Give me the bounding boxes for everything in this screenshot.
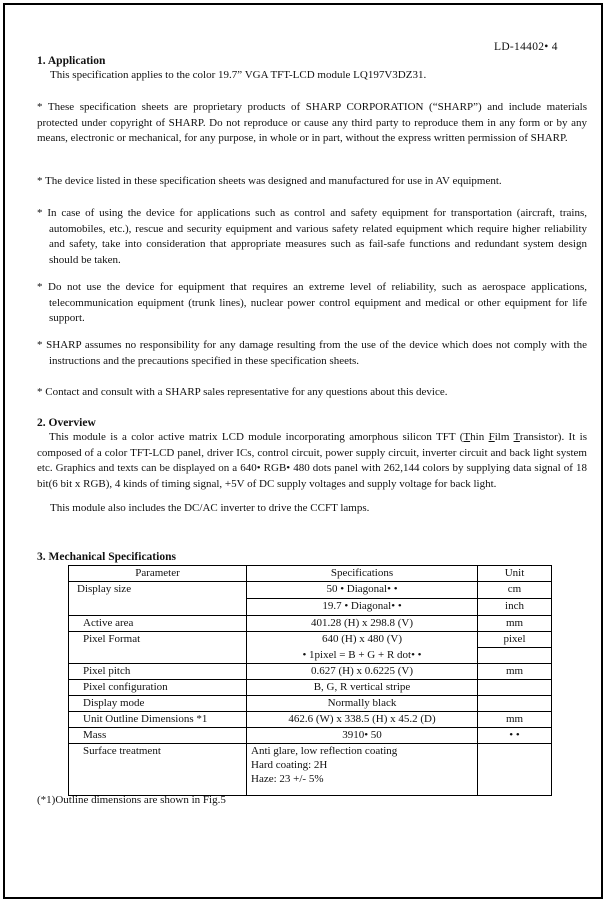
section-1-heading: 1. Application <box>37 55 106 67</box>
note-contact: * Contact and consult with a SHARP sales representative for any questions about this device. <box>37 386 448 398</box>
param-pixel-configuration: Pixel configuration <box>69 680 247 696</box>
note-copyright: * These specification sheets are proprietary products of SHARP CORPORATION (“SHARP”) and include materials protected under copyright of SHARP. Do not reproduce or cause any third party to reproduce them in any form or by any means, electronic or mechanical, for any purpose, in whole or in part, without the express written permission of SHARP. <box>37 101 587 144</box>
table-footnote: (*1)Outline dimensions are shown in Fig.5 <box>37 794 226 806</box>
table-row <box>69 712 552 728</box>
table-row <box>69 664 552 680</box>
spec-surface-line-2: Hard coating: 2H <box>251 759 328 771</box>
document-id: LD-14402• 4 <box>494 41 558 53</box>
param-display-mode: Display mode <box>69 696 247 712</box>
spec-outline-dimensions: 462.6 (W) x 338.5 (H) x 45.2 (D) <box>247 712 478 728</box>
spec-pixel-configuration: B, G, R vertical stripe <box>247 680 478 696</box>
unit-inch: inch <box>478 599 552 616</box>
spec-pixel-pitch: 0.627 (H) x 0.6225 (V) <box>247 664 478 680</box>
param-pixel-format: Pixel Format <box>69 632 247 664</box>
unit-pixel: pixel <box>478 632 552 648</box>
section-2-paragraph-2: This module also includes the DC/AC inverter to drive the CCFT lamps. <box>50 502 370 514</box>
spec-display-size-inch: 19.7 • Diagonal• • <box>247 599 478 616</box>
param-pixel-pitch: Pixel pitch <box>69 664 247 680</box>
spec-surface-line-3: Haze: 23 +/- 5% <box>251 773 324 785</box>
spec-surface-treatment <box>247 744 478 796</box>
unit-pixel-configuration <box>478 680 552 696</box>
unit-mass: • • <box>478 728 552 744</box>
note-safety-equipment: * In case of using the device for applications such as control and safety equipment for transportation (aircraft, trains, automobiles, etc.), rescue and security equipment and various safety related equipment which require higher reliability and safety, take into consideration that appropriate measures such as fail-safe functions and redundant system design should be taken. <box>37 207 587 266</box>
section-2-paragraph-1: This module is a color active matrix LCD module incorporating amorphous silicon TFT (Thin Film Transistor). It is composed of a color TFT-LCD panel, driver ICs, control circuit, power supply circuit, inverter circuit and back light system etc. Graphics and texts can be displayed on a 640• RGB• 480 dots panel with 262,144 colors by supplying data signal of 18 bit(6 bit x RGB), 4 kinds of timing signal, +5V of DC supply voltages and supply voltage for back light. <box>37 431 587 490</box>
table-row <box>69 744 552 796</box>
spec-pixel-format-line-1: 640 (H) x 480 (V) <box>321 633 403 645</box>
param-outline-dimensions: Unit Outline Dimensions *1 <box>69 712 247 728</box>
note-av-equipment: * The device listed in these specification sheets was designed and manufactured for use in AV equipment. <box>37 175 502 187</box>
table-header-row <box>69 566 552 582</box>
param-surface-treatment: Surface treatment <box>69 744 247 796</box>
param-display-size: Display size <box>69 582 247 616</box>
unit-cm: cm <box>478 582 552 599</box>
mechanical-spec-table <box>68 565 552 796</box>
section-2-heading: 2. Overview <box>37 417 96 429</box>
table-row <box>69 680 552 696</box>
unit-active-area: mm <box>478 616 552 632</box>
spec-display-mode: Normally black <box>247 696 478 712</box>
note-reliability: * Do not use the device for equipment that requires an extreme level of reliability, such as aerospace applications, telecommunication equipment (trunk lines), nuclear power control equipment and medical or other equipment for life support. <box>37 281 587 324</box>
col-header-parameter: Parameter <box>69 566 247 582</box>
spec-display-size-cm: 50 • Diagonal• • <box>247 582 478 599</box>
table-row <box>69 728 552 744</box>
note-responsibility: * SHARP assumes no responsibility for any damage resulting from the use of the device which does not comply with the instructions and the precautions specified in these specification sheets. <box>37 339 587 367</box>
spec-pixel-format <box>247 632 478 664</box>
section-1-text: This specification applies to the color 19.7” VGA TFT-LCD module LQ197V3DZ31. <box>50 69 427 81</box>
spec-pixel-format-line-2: • 1pixel = B + G + R dot• • <box>302 648 422 661</box>
table-row <box>69 616 552 632</box>
table-row <box>69 696 552 712</box>
unit-surface-treatment <box>478 744 552 796</box>
unit-pixel-empty <box>478 648 552 664</box>
spec-surface-line-1: Anti glare, low reflection coating <box>251 745 398 757</box>
section-3-heading: 3. Mechanical Specifications <box>37 551 176 563</box>
unit-pixel-pitch: mm <box>478 664 552 680</box>
spec-active-area: 401.28 (H) x 298.8 (V) <box>247 616 478 632</box>
table-row <box>69 632 552 648</box>
param-mass: Mass <box>69 728 247 744</box>
param-active-area: Active area <box>69 616 247 632</box>
table-row <box>69 582 552 599</box>
unit-display-mode <box>478 696 552 712</box>
spec-mass: 3910• 50 <box>247 728 478 744</box>
col-header-specifications: Specifications <box>247 566 478 582</box>
unit-outline-dimensions: mm <box>478 712 552 728</box>
col-header-unit: Unit <box>478 566 552 582</box>
